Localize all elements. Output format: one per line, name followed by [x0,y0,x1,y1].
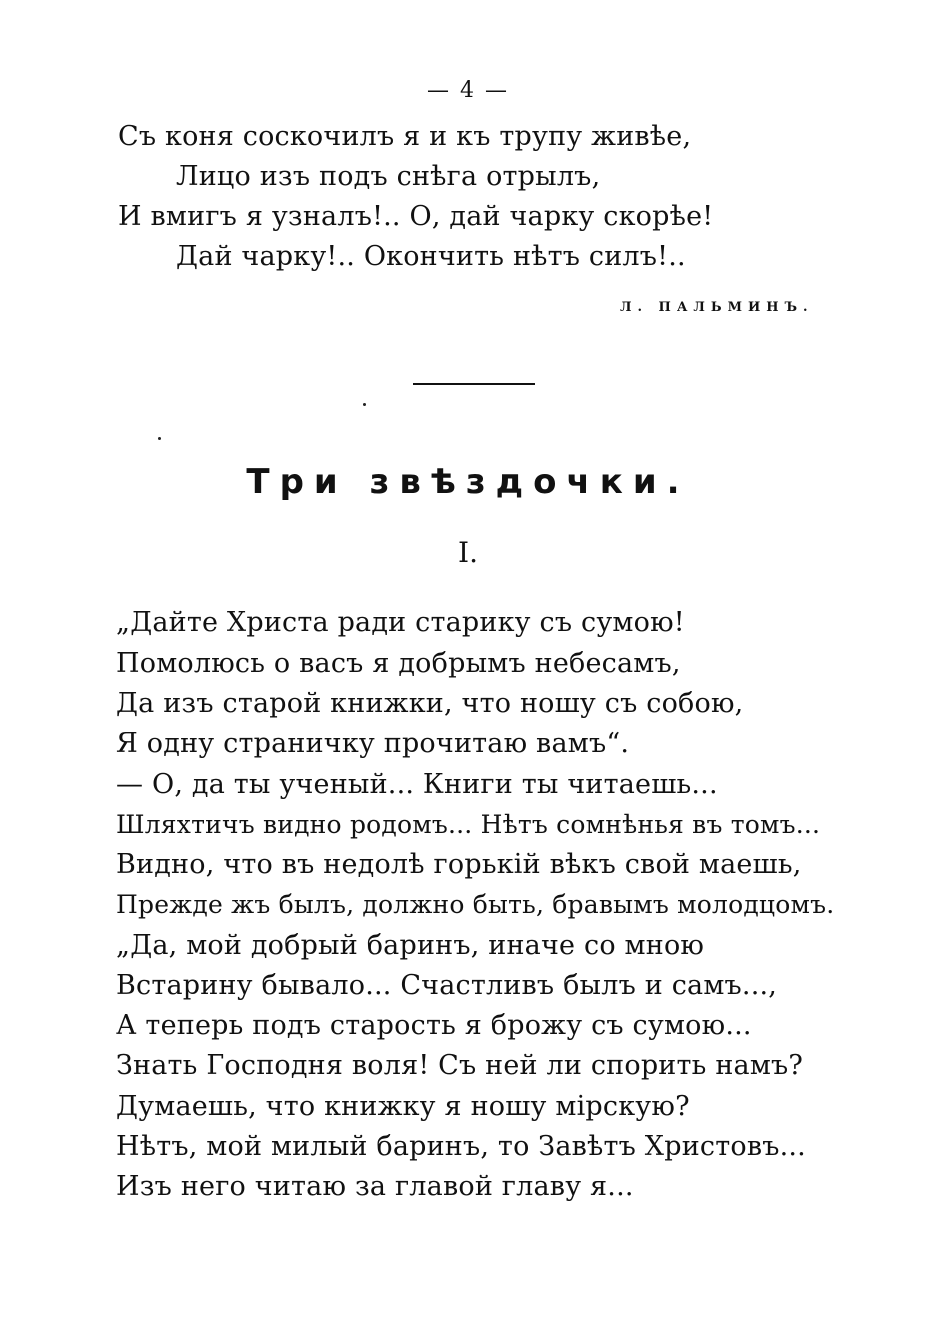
poem-line: Я одну страничку прочитаю вамъ“. [116,728,630,759]
poem-line: Изъ него читаю за главой главу я... [116,1171,634,1202]
author-signature: Л. ПАЛЬМИНЪ. [620,300,814,315]
print-speck [363,403,366,406]
section-divider [413,383,535,385]
print-speck [158,437,161,440]
poem-line: „Дайте Христа ради старику съ сумою! [116,607,685,638]
poem-line: Шляхтичъ видно родомъ... Нѣтъ сомнѣнья въ томъ... [116,810,821,839]
poem-line: „Да, мой добрый баринъ, иначе со мною [116,930,705,961]
poem-line: Встарину бывало... Счастливъ былъ и самъ..., [116,970,778,1001]
poem-line: Помолюсь о васъ я добрымъ небесамъ, [116,648,681,679]
poem-line: — О, да ты ученый... Книги ты читаешь... [116,769,718,800]
poem-line: Думаешь, что книжку я ношу мірскую? [116,1091,690,1122]
poem-line: Съ коня соскочилъ я и къ трупу живѣе, [118,121,692,152]
poem-line: А теперь подъ старость я брожу съ сумою... [116,1010,752,1041]
page-number: — 4 — [427,78,509,103]
poem-line: Лицо изъ подъ снѣга отрылъ, [176,161,601,192]
poem-line: И вмигъ я узналъ!.. О, дай чарку скорѣе! [118,201,714,232]
section-number: I. [458,536,478,569]
poem-line: Видно, что въ недолѣ горькій вѣкъ свой маешь, [116,849,802,880]
poem-title: Три звѣздочки. [246,462,690,502]
poem-line: Прежде жъ былъ, должно быть, бравымъ молодцомъ. [116,890,835,919]
poem-line: Нѣтъ, мой милый баринъ, то Завѣтъ Христовъ... [116,1131,806,1162]
poem-line: Да изъ старой книжки, что ношу съ собою, [116,688,744,719]
poem-line: Знать Господня воля! Съ ней ли спорить намъ? [116,1050,804,1081]
poem-line: Дай чарку!.. Окончить нѣтъ силъ!.. [176,241,686,272]
